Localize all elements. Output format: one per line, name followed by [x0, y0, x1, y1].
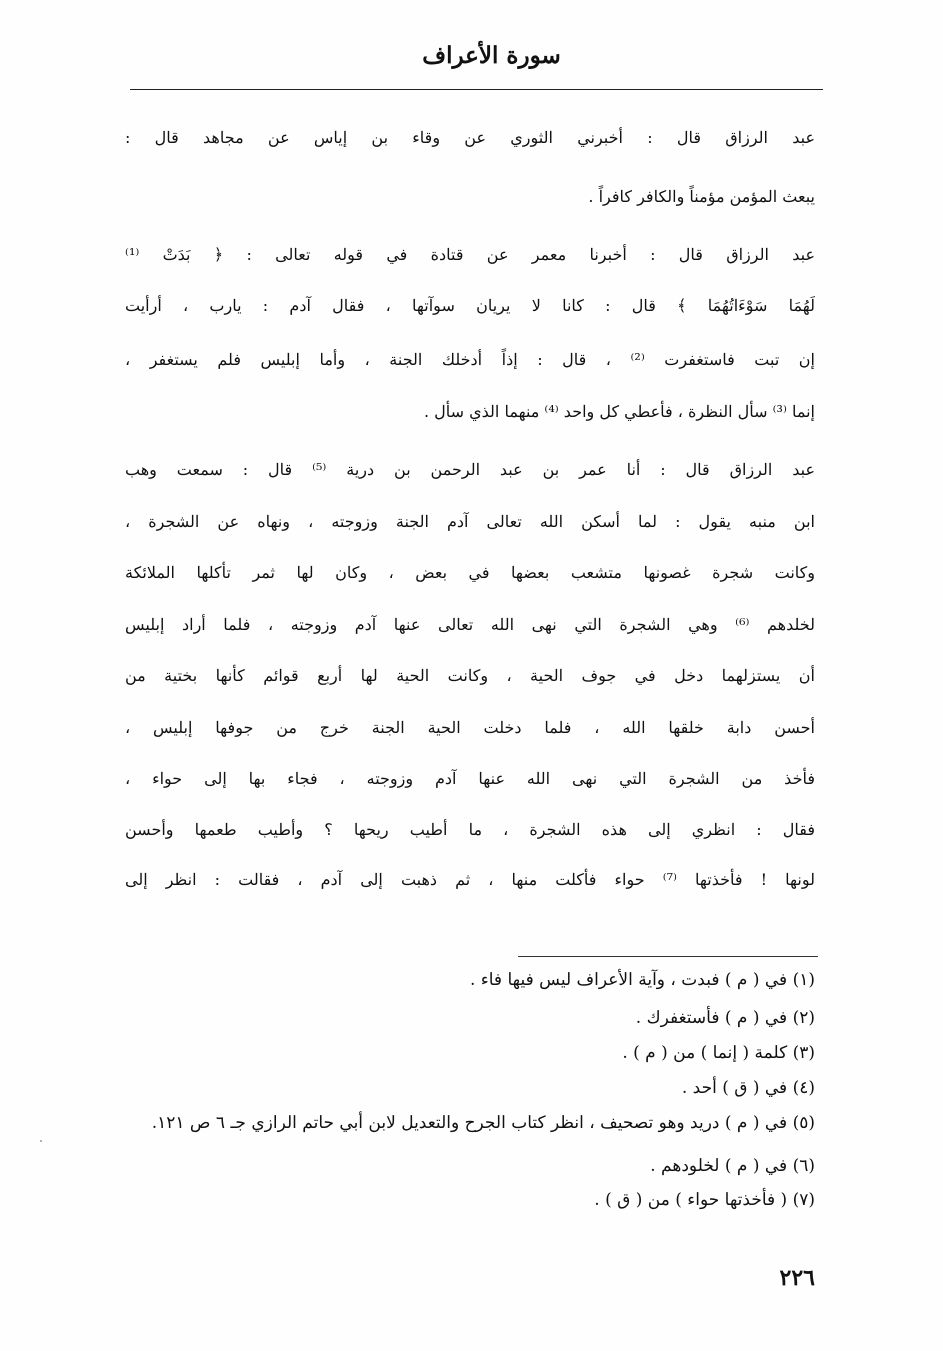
footnote: (٦) في ( م ) لخلودهم .: [650, 1156, 815, 1176]
footnote: (٢) في ( م ) فأستغفرك .: [635, 1008, 815, 1028]
text-line: عبد الرزاق قال : أنا عمر بن عبد الرحمن بن درية ⁽⁵⁾ قال : سمعت وهب: [125, 460, 815, 479]
text-line: لخلدهم ⁽⁶⁾ وهي الشجرة التي نهى الله تعالى عنها آدم وزوجته ، فلما أراد إبليس: [125, 615, 816, 634]
text-line: إنما ⁽³⁾ سأل النظرة ، فأعطي كل واحد ⁽⁴⁾ منهما الذي سأل .: [423, 402, 815, 421]
text-line: فقال : انظري إلى هذه الشجرة ، ما أطيب ريحها ؟ وأطيب طعمها وأحسن: [125, 820, 815, 839]
text-line: يبعث المؤمن مؤمناً والكافر كافراً .: [588, 187, 815, 206]
page-header-title: سورة الأعراف: [422, 42, 561, 69]
text-line: عبد الرزاق قال : أخبرني الثوري عن وقاء بن إياس عن مجاهد قال :: [125, 128, 815, 147]
footnote: (٥) في ( م ) دريد وهو تصحيف ، انظر كتاب الجرح والتعديل لابن أبي حاتم الرازي جـ ٦ ص ١٢١.: [151, 1113, 815, 1133]
text-line: لَهُمَا سَوْءَاتُهُمَا ﴾ قال : كانا لا يريان سوآتها ، فقال آدم : يارب ، أرأيت: [125, 296, 815, 315]
footnote: (١) في ( م ) فبدت ، وآية الأعراف ليس فيها فاء .: [469, 970, 815, 990]
text-line: أن يستزلهما دخل في جوف الحية ، وكانت الحية لها أربع قوائم كأنها بختية من: [125, 666, 816, 685]
header-rule: [130, 89, 823, 90]
page-number: ٢٢٦: [779, 1265, 815, 1291]
text-line: وكانت شجرة غصونها متشعب بعضها في بعض ، وكان لها ثمر تأكلها الملائكة: [125, 563, 815, 582]
text-line: إن تبت فاستغفرت ⁽²⁾ ، قال : إذاً أدخلك الجنة ، وأما إبليس فلم يستغفر ،: [125, 350, 815, 369]
footnote-separator: [518, 956, 818, 957]
margin-speck: [40, 1140, 42, 1142]
text-line: لونها ! فأخذتها ⁽⁷⁾ حواء فأكلت منها ، ثم ذهبت إلى آدم ، فقالت : انظر إلى: [125, 870, 815, 889]
text-line: فأخذ من الشجرة التي نهى الله عنها آدم وزوجته ، فجاء بها إلى حواء ،: [125, 769, 815, 788]
footnote: (٤) في ( ق ) أحد .: [681, 1078, 815, 1098]
text-line: ابن منبه يقول : لما أسكن الله تعالى آدم الجنة وزوجته ، ونهاه عن الشجرة ،: [125, 512, 815, 531]
text-line: عبد الرزاق قال : أخبرنا معمر عن قتادة في قوله تعالى : ﴿ بَدَتْ ⁽¹⁾: [125, 245, 815, 264]
text-line: أحسن دابة خلقها الله ، فلما دخلت الحية الجنة خرج من جوفها إبليس ،: [125, 718, 815, 737]
footnote: (٧) ( فأخذتها حواء ) من ( ق ) .: [594, 1190, 815, 1210]
footnote: (٣) كلمة ( إنما ) من ( م ) .: [622, 1043, 815, 1063]
